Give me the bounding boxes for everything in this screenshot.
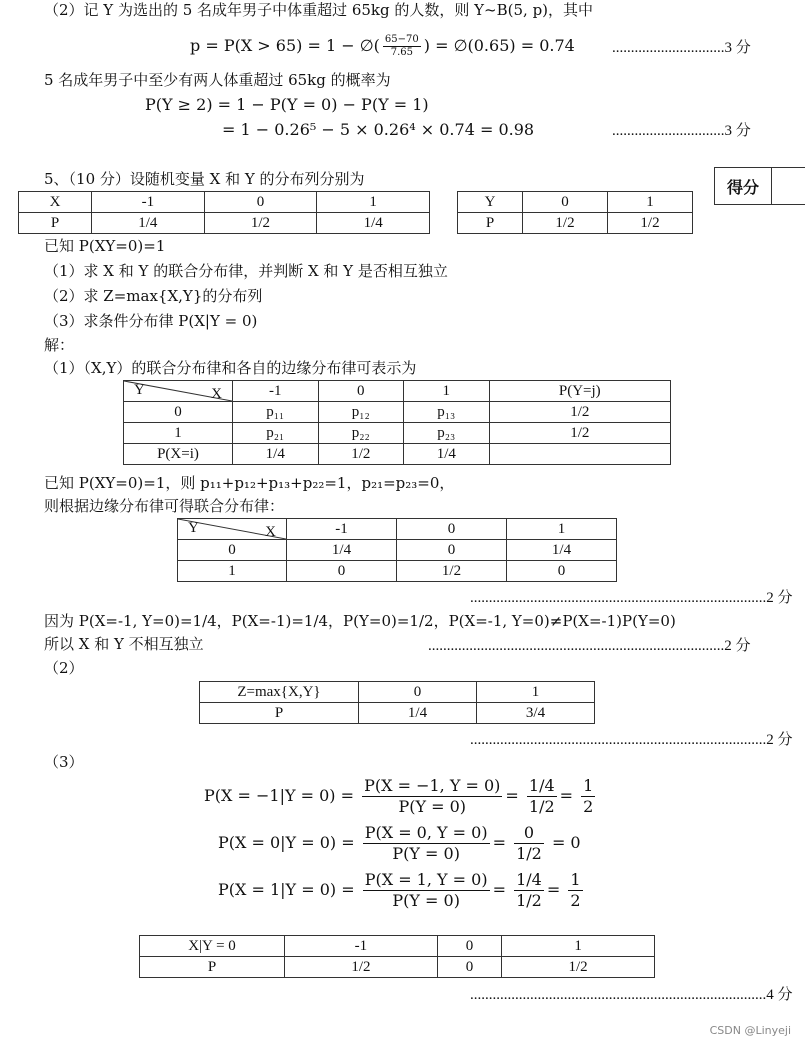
cond-eq-0: P(X = 0|Y = 0) = $\frac{P(X = 0, Y = 0)}{P(Y = 0)}$ = $\frac{0}{1/2}$ = 0 [218,823,581,863]
table-row [19,192,430,213]
because-line: 因为 P(X=-1, Y=0)=1/4，P(X=-1)=1/4，P(Y=0)=1/2，P(X=-1, Y=0)≠P(X=-1)P(Y=0) [44,612,676,630]
table-row [140,936,655,957]
cond-fraction [362,776,502,817]
score-line-d: ...............................................................................4 分 [470,987,793,1003]
given-line: 已知 P(XY=0)=1，则 p₁₁+p₁₂+p₁₃+p₂₂=1，p₂₁=p₂₃=0， [44,474,455,492]
y-axis-label: Y [188,520,199,536]
p-rhs: = ∅(0.65) = 0.74 [435,36,575,55]
score-box [714,167,805,205]
table-cell: 1 [502,936,655,957]
table-cell: 0 [437,936,501,957]
so-line: 所以 X 和 Y 不相互独立 [44,635,204,653]
table-cell: 1/2 [502,957,655,978]
table-cell: P [200,703,359,724]
table-cell: 1 [477,682,595,703]
table-cell: 0 [523,192,608,213]
mid-fraction [514,823,544,864]
table-cell: 1/4 [92,213,205,234]
table-cell: 1 [507,519,617,540]
table-row [124,423,671,444]
q5-title: 5、（10 分）设随机变量 X 和 Y 的分布列分别为 [44,170,365,188]
cond-eq-minus1: P(X = −1|Y = 0) = $\frac{P(X = -1, Y = 0)}{P(Y = 0)}$ = $\frac{1/4}{1/2}$ = $\frac{1}{2}$ [204,776,594,816]
sub-question-1: （1）求 X 和 Y 的联合分布律，并判断 X 和 Y 是否相互独立 [44,262,448,280]
solution-3-label: （3） [44,753,84,771]
table-cell: -1 [92,192,205,213]
part2-intro: （2）记 Y 为选出的 5 名成年男子中体重超过 65kg 的人数，则 Y~B(5, p)，其中 [44,1,594,19]
table-row [200,682,595,703]
table-row [178,561,617,582]
p-equation: p = P(X > 65) = 1 − ∅( $\frac{65-70}{7.65}$ ) = ∅(0.65) = 0.74 [190,34,575,58]
table-row [124,402,671,423]
table-row [200,703,595,724]
table-cell: 1/2 [608,213,693,234]
watermark: CSDN @Linyeji [709,1024,791,1037]
table-cell: 0 [178,540,287,561]
table-cell: P [19,213,92,234]
cond-den: P(Y = 0) [398,797,467,816]
table-row [124,381,671,402]
table-row [124,444,671,465]
score-line-b: ...............................................................................2 分 [428,638,751,654]
table-cell: P [140,957,285,978]
table-cell: 0 [397,519,507,540]
cond-num: P(X = 1, Y = 0) [364,870,488,889]
mid-num: 1/4 [528,776,555,795]
mid-fraction [527,776,557,817]
table-cell: 1/4 [317,213,430,234]
table-cell: 1/4 [507,540,617,561]
table-cell: 0 [359,682,477,703]
solution-label: 解： [44,336,75,354]
cond-result: = 0 [551,833,581,852]
prob-eq2: = 1 − 0.26⁵ − 5 × 0.26⁴ × 0.74 = 0.98 [222,120,535,139]
table-cell: 1/2 [489,423,670,444]
prob-eq1: P(Y ≥ 2) = 1 − P(Y = 0) − P(Y = 1) [145,95,429,114]
score-label: 得分 [715,168,772,204]
table-cell: 1 [317,192,430,213]
table-cell: 1 [124,423,233,444]
table-cell [489,444,670,465]
x-axis-label: X [211,386,222,402]
cond-den: P(Y = 0) [392,891,460,910]
atleast-text: 5 名成年男子中至少有两人体重超过 65kg 的概率为 [44,71,391,89]
table-cell: p₁₃ [404,402,490,423]
table-row [458,213,693,234]
table-cell: p₁₂ [318,402,404,423]
mid-num: 1/4 [516,870,542,889]
z-distribution-table [199,681,595,724]
p-frac-den: 7.65 [390,47,413,58]
mid-den: 1/2 [528,797,555,816]
mid-num: 0 [514,823,544,844]
mid-den: 1/2 [516,891,542,910]
table-cell: -1 [285,936,438,957]
cond-lhs: P(X = 0|Y = 0) = [218,833,355,852]
table-row [19,213,430,234]
table-cell: 0 [437,957,501,978]
table-cell: 1/4 [359,703,477,724]
res-num: 1 [583,776,594,795]
solution-2-label: （2） [44,659,84,677]
p-lhs: p = P(X > 65) = 1 − ∅ [190,36,374,55]
table-row [140,957,655,978]
cond-fraction [363,823,490,864]
table-cell: p₂₁ [233,423,319,444]
table-cell: 1/2 [489,402,670,423]
table-cell: -1 [287,519,397,540]
res-num: 1 [570,870,581,889]
cond-lhs: P(X = −1|Y = 0) = [204,786,355,805]
table-cell: 1/2 [523,213,608,234]
score-line-a: ...............................................................................2 分 [470,590,793,606]
table-row [178,540,617,561]
marginal-line: 则根据边缘分布律可得联合分布律： [44,497,285,515]
score-line-c: ...............................................................................2 分 [470,732,793,748]
y-distribution-table [457,191,693,234]
table-cell: 1/2 [318,444,404,465]
res-den: 2 [570,891,581,910]
mid-den: 1/2 [516,844,542,863]
table-cell: 0 [397,540,507,561]
table-cell: 0 [507,561,617,582]
table-cell: 0 [287,561,397,582]
table-cell: Y [458,192,523,213]
table-cell: X [19,192,92,213]
table-cell: 1/4 [287,540,397,561]
table-cell: 0 [124,402,233,423]
x-axis-label: X [265,524,276,540]
table-cell: p₁₁ [233,402,319,423]
result-fraction [581,776,595,817]
cond-num: P(X = −1, Y = 0) [364,776,501,795]
table-cell: 1 [608,192,693,213]
p-frac-num: 65−70 [384,34,419,45]
table-cell: 1/4 [404,444,490,465]
joint-distribution-result-table [177,518,617,582]
solution-1-text: （1）（X,Y）的联合分布律和各自的边缘分布律可表示为 [44,359,417,377]
table-cell: Z=max{X,Y} [200,682,359,703]
table-cell: P [458,213,523,234]
joint-distribution-table [123,380,671,465]
res-den: 2 [583,797,594,816]
cond-num: P(X = 0, Y = 0) [364,823,488,842]
x-distribution-table [18,191,430,234]
table-cell: 1 [404,381,490,402]
cond-eq-1: P(X = 1|Y = 0) = $\frac{P(X = 1, Y = 0)}{P(Y = 0)}$ = $\frac{1/4}{1/2}$ = $\frac{1}{2}$ [218,870,581,910]
table-cell: P(X=i) [124,444,233,465]
diagonal-header-cell [124,381,233,402]
eq2-score: ..............................3 分 [612,123,751,139]
table-cell: 1/2 [204,213,317,234]
y-axis-label: Y [134,382,145,398]
table-cell: p₂₃ [404,423,490,444]
cond-den: P(Y = 0) [392,844,460,863]
p-fraction [383,34,421,59]
table-cell: 1/4 [233,444,319,465]
table-cell: p₂₂ [318,423,404,444]
cond-lhs: P(X = 1|Y = 0) = [218,880,355,899]
diagonal-header-cell [178,519,287,540]
table-cell: 0 [318,381,404,402]
table-cell: -1 [233,381,319,402]
table-cell: 3/4 [477,703,595,724]
p-score: ..............................3 分 [612,40,751,56]
table-cell: 1 [178,561,287,582]
known-condition: 已知 P(XY=0)=1 [44,237,166,255]
mid-fraction [514,870,544,911]
table-row [458,192,693,213]
sub-question-3: （3）求条件分布律 P(X|Y = 0) [44,312,258,330]
table-cell: P(Y=j) [489,381,670,402]
table-cell: 0 [204,192,317,213]
cond-fraction [363,870,490,911]
table-row [178,519,617,540]
table-cell: 1/2 [397,561,507,582]
sub-question-2: （2）求 Z=max{X,Y}的分布列 [44,287,263,305]
conditional-distribution-table [139,935,655,978]
table-cell: 1/2 [285,957,438,978]
result-fraction [568,870,582,911]
table-cell: X|Y = 0 [140,936,285,957]
